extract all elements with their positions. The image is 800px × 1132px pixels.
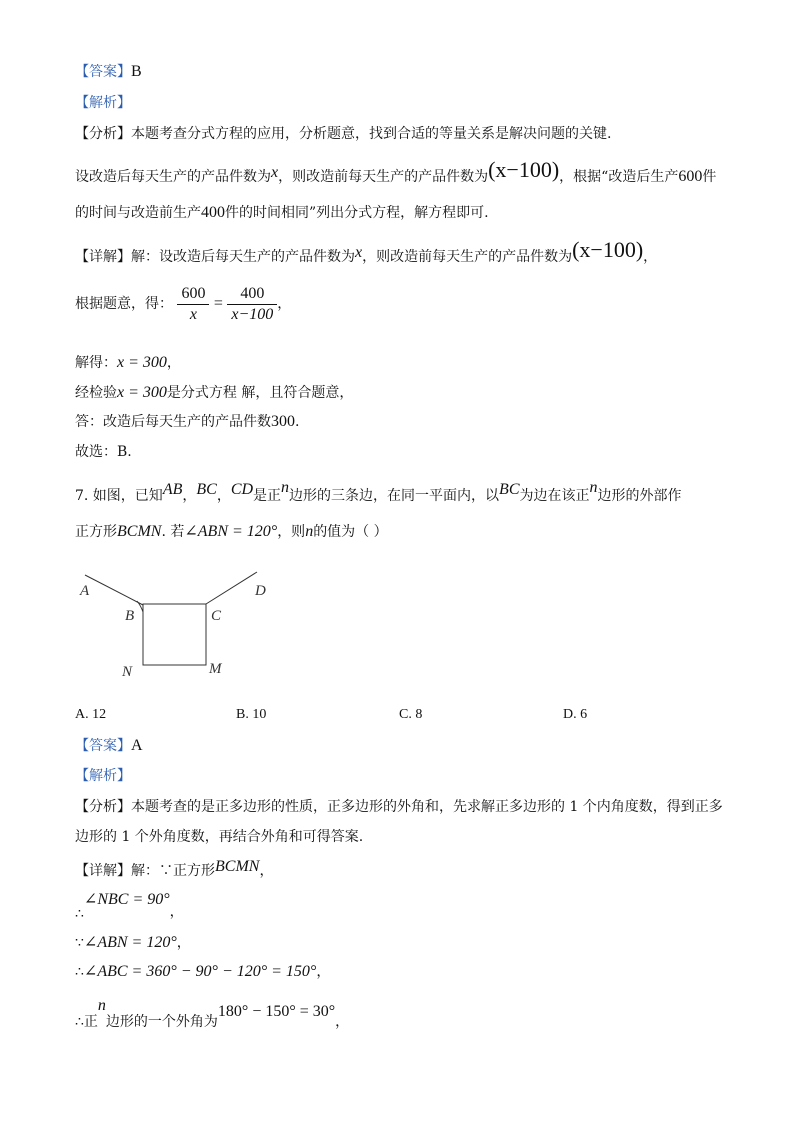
q7-answer: A (131, 737, 143, 754)
math-var: BCMN (215, 858, 260, 875)
q7-stem-line2 (75, 522, 388, 542)
text: 正 (83, 1014, 98, 1030)
text: 解：设改造后每天生产的产品件数为 (131, 249, 355, 265)
text: ， (643, 249, 658, 265)
text: ， (259, 863, 274, 879)
denominator: x (189, 305, 197, 323)
number: 600 (678, 168, 703, 185)
text: 答：改造后每天生产的产品件数 (75, 414, 271, 430)
fenxi-tag: 【分析】 (75, 126, 131, 142)
text: 正方形 (75, 524, 117, 540)
text: 本题考查的是正多边形的性质，正多边形的外角和，先求解正多边形的 1 个内角度数，得到正多 (131, 799, 723, 815)
label-N: N (122, 664, 133, 680)
angle-mark-B (137, 601, 143, 612)
text: ， (166, 355, 181, 371)
fenxi-tag: 【分析】 (75, 799, 131, 815)
math-var: n (281, 479, 290, 496)
label-D: D (255, 583, 266, 599)
label-A: A (80, 583, 90, 599)
label-B: B (125, 608, 135, 624)
analysis-tag: 【解析】 (75, 95, 131, 111)
text: 的时间与改造前生产 (75, 205, 201, 221)
math-expr: ∠NBC = 90° (83, 891, 170, 908)
analysis-tag: 【解析】 (75, 768, 131, 784)
text: 的值为（ ） (313, 524, 388, 540)
q7-answer-line (75, 736, 143, 756)
label-M: M (209, 661, 222, 677)
q7-detail-line1 (75, 857, 273, 881)
math-expr: (x−100) (572, 237, 644, 262)
q7-detail-line3 (75, 933, 191, 953)
text: 是分式方程 解，且符合题意， (166, 385, 354, 401)
option-b: B. 10 (236, 707, 267, 722)
square-BCMN (143, 604, 206, 665)
q6-detail-line1 (75, 237, 658, 267)
option-a: A. 12 (75, 707, 107, 722)
equals-sign: = (213, 295, 223, 312)
text: ， (316, 964, 331, 980)
math-var: BC (499, 481, 520, 498)
q7-detail-line4 (75, 962, 330, 982)
math-expr: (x−100) (488, 157, 560, 182)
text: 7. 如图，已知 (75, 488, 163, 504)
math-var: n (305, 523, 314, 540)
q7-fenxi-line2 (75, 827, 363, 847)
therefore-symbol: ∴ (75, 906, 84, 922)
math-var: BC (196, 481, 217, 498)
answer-tag: 【答案】 (75, 738, 131, 754)
q6-answer-line (75, 62, 142, 82)
text: 是正 (253, 488, 282, 504)
text: 解得： (75, 355, 117, 371)
text: ，则 (277, 524, 306, 540)
text: ， (169, 904, 184, 920)
segment-CD (206, 572, 257, 604)
q6-detail-line4 (75, 383, 353, 403)
math-expr: x = 300 (117, 354, 167, 371)
text: 故选：B. (75, 444, 132, 460)
text: 边形的 1 个外角度数，再结合外角和可得答案. (75, 829, 364, 845)
q7-detail-line2 (75, 890, 184, 924)
text: ， (182, 488, 197, 504)
text: 件的时间相同”列出分式方程，解方程即可. (225, 205, 489, 221)
q6-fenxi-line2 (75, 157, 717, 187)
detail-tag: 【详解】 (75, 249, 131, 265)
q6-detail-line3 (75, 353, 181, 373)
q6-analysis-line (75, 93, 131, 113)
math-var: CD (230, 481, 254, 498)
q6-detail-line6 (75, 442, 132, 462)
denominator: x−100 (231, 305, 274, 323)
option-c: C. 8 (399, 707, 423, 722)
option-d: D. 6 (563, 707, 588, 722)
text: 边形的一个外角为 (105, 1014, 218, 1030)
text: 件 (702, 169, 717, 185)
segment-AB (85, 575, 143, 605)
math-expr: ∠ABN = 120° (184, 523, 278, 540)
math-var: x (271, 164, 279, 181)
math-expr: x = 300 (117, 384, 167, 401)
math-var: x (355, 244, 363, 261)
q6-detail-line2 (75, 282, 291, 326)
therefore-symbol: ∴ (75, 964, 84, 980)
numerator: 400 (227, 284, 277, 305)
numerator: 600 (177, 284, 209, 305)
fraction-600-over-x (177, 284, 209, 325)
text: 根据题意，得： (75, 296, 173, 312)
text: 解：∵正方形 (131, 863, 215, 879)
text: ，则改造前每天生产的产品件数为 (278, 169, 489, 185)
math-var: n (589, 479, 598, 496)
text: . (295, 414, 300, 430)
math-var: AB (162, 481, 183, 498)
q6-fenxi-line3 (75, 203, 489, 223)
answer-tag: 【答案】 (75, 64, 131, 80)
text: ， (216, 488, 231, 504)
number: 300 (271, 413, 295, 430)
q6-detail-line5 (75, 412, 299, 432)
math-var: BCMN (117, 523, 162, 540)
text: ，根据“改造后生产 (559, 169, 679, 185)
fraction-400-over-x-minus-100 (227, 284, 277, 325)
text: 边形的三条边，在同一平面内，以 (289, 488, 500, 504)
math-expr: ∠ABN = 120° (83, 934, 177, 951)
therefore-symbol: ∴ (75, 1014, 84, 1030)
q6-fenxi-text: 本题考查分式方程的应用，分析题意，找到合适的等量关系是解决问题的关键. (131, 126, 612, 142)
detail-tag: 【详解】 (75, 863, 131, 879)
text: ， (277, 296, 292, 312)
q7-detail-line5 (75, 996, 349, 1032)
math-expr: ∠ABC = 360° − 90° − 120° = 150° (83, 963, 317, 980)
text: 设改造后每天生产的产品件数为 (75, 169, 271, 185)
text: ， (335, 1014, 350, 1030)
because-symbol: ∵ (75, 935, 84, 951)
geometry-figure (75, 560, 285, 690)
text: ，则改造前每天生产的产品件数为 (362, 249, 573, 265)
number: 400 (201, 204, 225, 221)
label-C: C (211, 608, 222, 624)
math-var: n (97, 997, 106, 1014)
q7-analysis-line (75, 766, 131, 786)
q6-fenxi-line (75, 124, 611, 144)
text: ， (176, 935, 191, 951)
text: 经检验 (75, 385, 117, 401)
q7-fenxi-line1 (75, 797, 723, 817)
math-expr: 180° − 150° = 30° (217, 1003, 336, 1020)
text: . 若 (161, 524, 185, 540)
text: 为边在该正 (519, 488, 590, 504)
text: 边形的外部作 (597, 488, 682, 504)
q6-answer: B (131, 63, 142, 80)
q7-stem-line1 (75, 478, 682, 506)
